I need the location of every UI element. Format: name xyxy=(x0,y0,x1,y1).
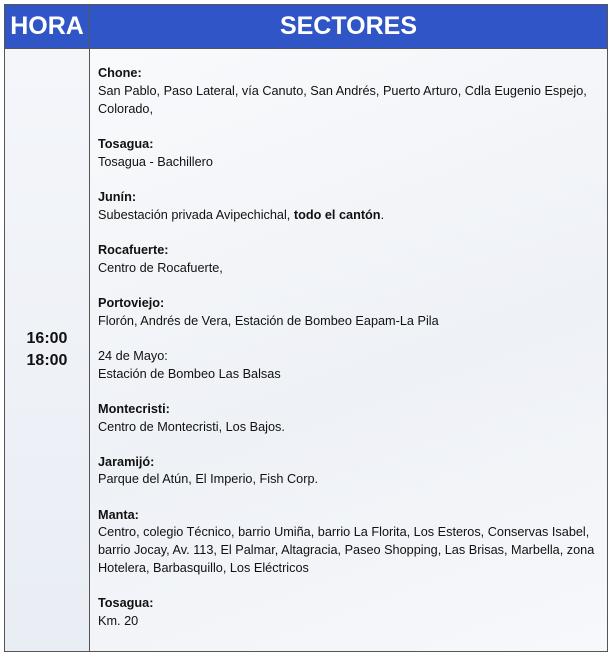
place-sectors: Florón, Andrés de Vera, Estación de Bombeo Eapam-La Pila xyxy=(98,313,439,328)
sector-block-chone xyxy=(98,65,599,118)
place-name: Tosagua: xyxy=(98,136,154,151)
sector-block-rocafuerte xyxy=(98,242,599,278)
sector-block-montecristi xyxy=(98,401,599,437)
sectores-header: SECTORES xyxy=(90,5,607,49)
sector-block-tosagua-km20 xyxy=(98,595,599,631)
place-sectors: Estación de Bombeo Las Balsas xyxy=(98,366,281,381)
hora-header: HORA xyxy=(5,5,90,49)
sector-block-portoviejo xyxy=(98,295,599,331)
sector-block-24-de-mayo xyxy=(98,348,599,384)
sector-block-tosagua xyxy=(98,136,599,172)
place-sectors: Centro, colegio Técnico, barrio Umiña, barrio La Florita, Los Esteros, Conservas Isabel, barrio Jocay, Av. 113, El Palmar, Altagracia, Paseo Shopping, Las Brisas, Marbella, zona Hotelera, Barbasquillo, Los Eléctricos xyxy=(98,525,595,576)
place-name: Montecristi: xyxy=(98,401,170,416)
end-time: 18:00 xyxy=(26,352,68,369)
hour-cell xyxy=(5,49,90,651)
schedule-table xyxy=(4,4,608,652)
place-sectors: San Pablo, Paso Lateral, vía Canuto, San Andrés, Puerto Arturo, Cdla Eugenio Espejo, Colorado, xyxy=(98,83,587,116)
place-name: Portoviejo: xyxy=(98,295,165,310)
place-sectors: Parque del Atún, El Imperio, Fish Corp. xyxy=(98,472,319,487)
place-sectors xyxy=(98,207,599,225)
place-name: Jaramijó: xyxy=(98,454,155,469)
place-sectors: Centro de Rocafuerte, xyxy=(98,260,223,275)
place-sectors: Centro de Montecristi, Los Bajos. xyxy=(98,419,285,434)
place-sectors-text: Subestación privada Avipechichal, xyxy=(98,207,291,222)
place-name: 24 de Mayo: xyxy=(98,348,168,363)
sectors-cell xyxy=(90,49,607,651)
place-name: Junín: xyxy=(98,189,137,204)
place-sectors-emphasis: todo el cantón xyxy=(293,207,381,222)
sector-block-jaramijo xyxy=(98,454,599,490)
sector-block-manta xyxy=(98,507,599,578)
place-sectors: Tosagua - Bachillero xyxy=(98,154,213,169)
place-name: Chone: xyxy=(98,66,142,80)
place-name: Rocafuerte: xyxy=(98,242,169,257)
place-sectors: Km. 20 xyxy=(98,614,139,629)
place-name: Tosagua: xyxy=(98,596,154,611)
sector-block-junin xyxy=(98,189,599,225)
place-sectors-end: . xyxy=(380,207,385,222)
start-time: 16:00 xyxy=(26,330,68,347)
place-name: Manta: xyxy=(98,507,139,522)
